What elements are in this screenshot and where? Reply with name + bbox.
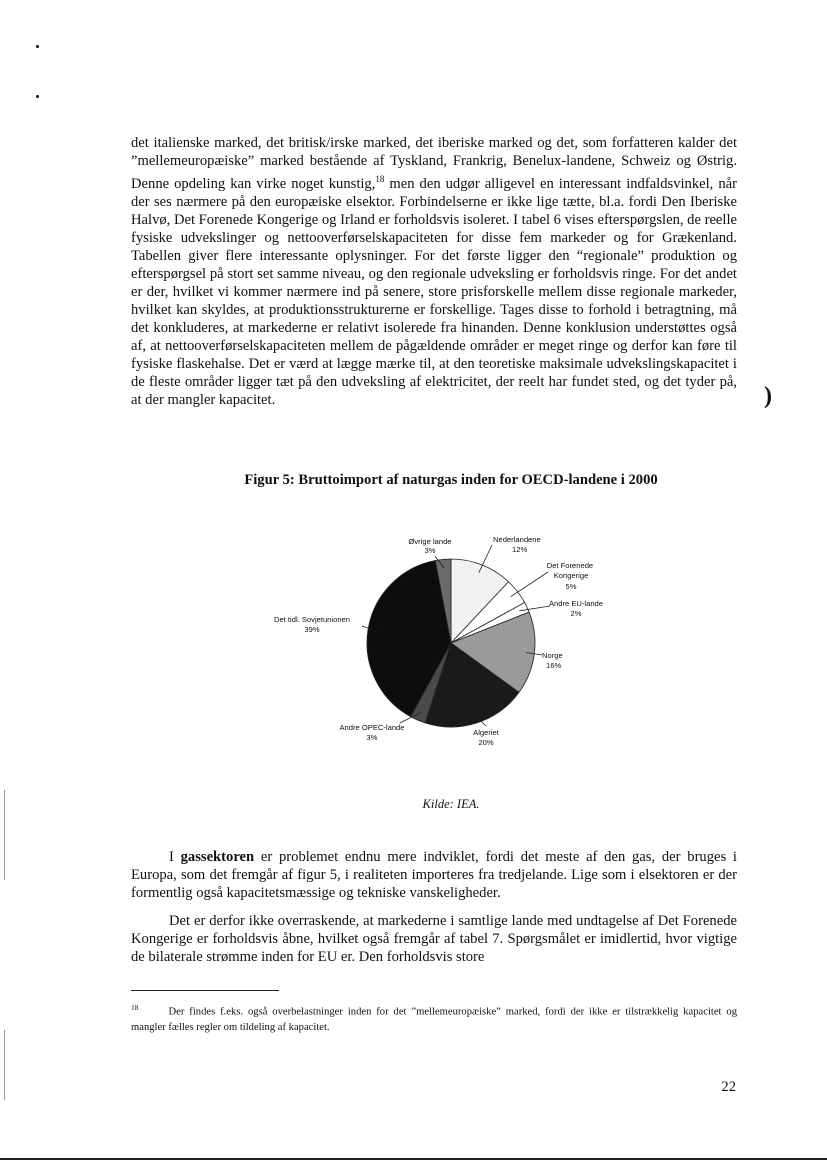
body-paragraph: I gassektoren er problemet endnu mere indviklet, fordi det meste af den gas, der bruges i Europa, som det fremgår af figur 5, i realiteten importeres fra tredjelande. Lige som i elsektoren er der formentlig også kapacitetsmæssige og tekniske vanskeligheder. [131,849,737,901]
label-algeriet: Algeriet [473,728,499,737]
page-number: 22 [721,1079,736,1095]
pie-chart [250,528,650,773]
pct-algeriet: 20% [478,738,494,747]
binding-hole-mark: ) [764,383,772,409]
pct-ovrige-lande: 3% [424,546,436,555]
footnote-number: 18 [131,1003,139,1012]
label-det-forenede-kongerige [547,561,596,580]
pct-det-forenede-kongerige: 5% [565,582,577,591]
label-andre-opec-lande: Andre OPEC-lande [339,723,405,732]
label-det-forenede-kongerige-line2: Kongerige [553,571,589,580]
scan-edge-bar [0,1158,827,1160]
footnote-text: Der findes f.eks. også overbelastninger inden for det ”mellemeuropæiske” marked, fordi der ikke er tilstrækkelig kapacitet og mangler fælles regler om tildeling af kapacitet. [131,1006,737,1033]
figure-source: Kilde: IEA. [422,797,480,811]
pct-andre-eu-lande: 2% [570,609,582,618]
footnote-separator [131,990,279,991]
label-andre-eu-lande: Andre EU-lande [548,599,604,608]
label-norge: Norge [542,651,563,660]
label-det-tidl-sovjetunionen: Det tidl. Sovjetunionen [274,615,350,624]
label-det-forenede-kongerige-line1: Det Forenede [546,561,594,570]
scan-edge-line [4,1030,5,1100]
footnote [131,1000,737,1035]
label-nederlandene: Nederlandene [493,535,541,544]
pct-norge: 16% [546,661,562,670]
body-paragraph: Det er derfor ikke overraskende, at markederne i samtlige lande med undtagelse af Det Forenede Kongerige er forholdsvis åbne, hvilket også fremgår af tabel 7. Spørgsmålet er imidlertid, hvor vigtige de bilaterale strømme inden for EU er. Den forholdsvis store [131,913,737,965]
figure-title: Figur 5: Bruttoimport af naturgas inden for OECD-landene i 2000 [244,472,658,488]
label-ovrige-lande: Øvrige lande [408,537,452,546]
pct-nederlandene: 12% [512,545,528,554]
footnote-reference: 18 [375,174,385,184]
scan-speck [36,95,39,98]
emphasis-gassektoren: gassektoren [180,849,255,865]
leader-line [511,572,548,597]
scan-edge-line [4,790,5,880]
pct-det-tidl-sovjetunionen: 39% [304,625,320,634]
scan-speck [36,45,39,48]
pct-andre-opec-lande: 3% [366,733,378,742]
body-paragraph: det italienske marked, det britisk/irske marked, det iberiske marked og det, som forfatteren kalder det ”mellemeuropæiske” marked bestående af Tyskland, Frankrig, Benelux-landene, Schweiz og Østrig. Denne opdeling kan virke noget kunstig,$^{18}$ men den udgør alligevel en interessant indfaldsvinkel, når der ses nærmere på den europæiske elsektor. Forbindelserne er ikke lige tætte, bl.a. fordi Den Iberiske Halvø, Det Forenede Kongerige og Irland er forholdsvis isoleret. I tabel 6 vises efterspørgslen, de reelle fysiske udvekslinger og nettooverførselskapaciteten for disse fem markeder og for Grækenland. Tabellen giver flere interessante oplysninger. For det første ligger den “regionale” produktion og efterspørgsel på stort set samme niveau, og den regionale udveksling er forholdsvis ringe. For det andet er der, hvilket vi kommer nærmere ind på senere, store prisforskelle mellem disse regionale markeder, hvilket kan skyldes, at produktionsstrukturerne er forskellige. Tages disse to forhold i betragtning, må det konkluderes, at markederne er relativt isolerede fra hinanden. Denne konklusion understøttes også af, at nettooverførselskapaciteten mellem de pågældende områder er meget ringe og derfor kan føre til fysiske flaskehalse. Det er værd at lægge mærke til, at den teoretiske maksimale udvekslingskapacitet i de fleste områder ligger tæt på den udveksling af elektricitet, der reelt har fundet sted, og det tyder på, at der mangler kapacitet. [131,135,737,408]
